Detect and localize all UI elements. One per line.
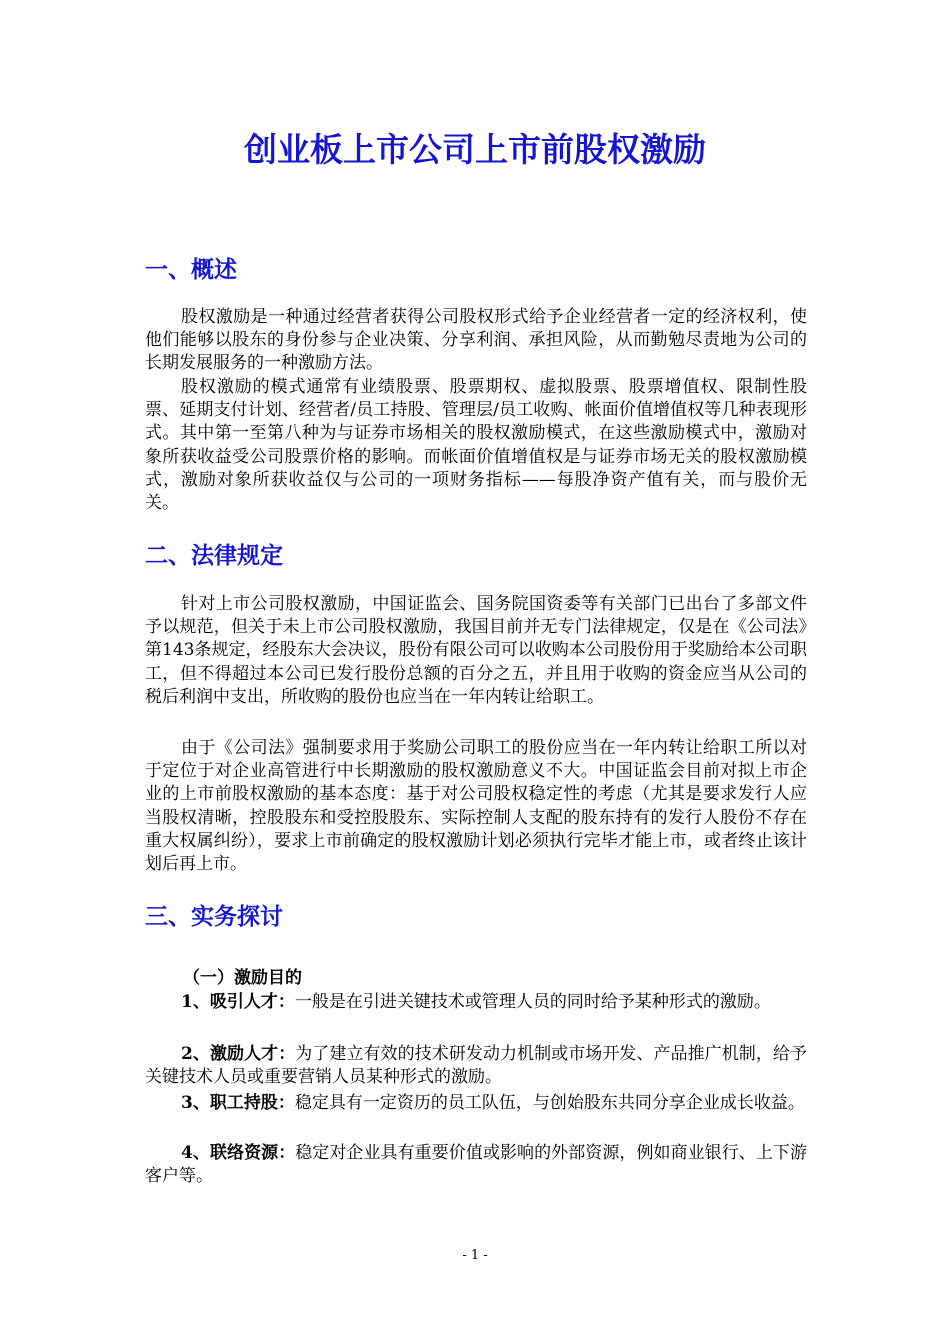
legal-paragraph-1: 针对上市公司股权激励，中国证监会、国务院国资委等有关部门已出台了多部文件予以规范，但关于未上市公司股权激励，我国目前并无专门法律规定，仅是在《公司法》第143条规定，经股东大会决议，股份有限公司可以收购本公司股份用于奖励给本公司职工，但不得超过本公司已发行股份总额的百分之五，并且用于收购的资金应当从公司的税后利润中支出，所收购的股份也应当在一年内转让给职工。: [145, 594, 807, 707]
list-item-attract: [145, 991, 807, 1014]
section-heading-overview: 一、概述: [145, 257, 237, 283]
item-text: 稳定具有一定资历的员工队伍，与创始股东共同分享企业成长收益。: [294, 1093, 805, 1113]
subsection-heading-goals: （一）激励目的: [183, 968, 302, 988]
overview-paragraph-1: 股权激励是一种通过经营者获得公司股权形式给予企业经营者一定的经济权利，使他们能够以股东的身份参与企业决策、分享利润、承担风险，从而勤勉尽责地为公司的长期发展服务的一种激励方法。: [145, 307, 807, 374]
section-heading-practice: 三、实务探讨: [145, 904, 283, 930]
item-text: 为了建立有效的技术研发动力机制或市场开发、产品推广机制，给予关键技术人员或重要营销人员某种形式的激励。: [145, 1044, 807, 1088]
section-heading-legal: 二、法律规定: [145, 543, 283, 569]
list-item-motivate: [145, 1043, 807, 1089]
item-label: 2、激励人才：: [181, 1044, 296, 1064]
item-label: 3、职工持股：: [181, 1093, 295, 1113]
item-text: 稳定对企业具有重要价值或影响的外部资源，例如商业银行、上下游客户等。: [145, 1143, 807, 1187]
overview-paragraph-2: 股权激励的模式通常有业绩股票、股票期权、虚拟股票、股票增值权、限制性股票、延期支付计划、经营者/员工持股、管理层/员工收购、帐面价值增值权等几种表现形式。其中第一至第八种为与证券市场相关的股权激励模式，在这些激励模式中，激励对象所获收益受公司股票价格的影响。而帐面价值增值权是与证券市场无关的股权激励模式，激励对象所获收益仅与公司的一项财务指标——每股净资产值有关，而与股价无关。: [145, 377, 807, 514]
page-number: - 1 -: [462, 1248, 488, 1263]
item-label: 1、吸引人才：: [181, 992, 295, 1012]
item-text: 一般是在引进关键技术或管理人员的同时给予某种形式的激励。: [294, 992, 771, 1012]
list-item-employee-shares: [145, 1092, 807, 1115]
list-item-resources: [145, 1142, 807, 1188]
document-title: 创业板上市公司上市前股权激励: [244, 130, 706, 169]
legal-paragraph-2: 由于《公司法》强制要求用于奖励公司职工的股份应当在一年内转让给职工所以对于定位于对企业高管进行中长期激励的股权激励意义不大。中国证监会目前对拟上市企业的上市前股权激励的基本态度：基于对公司股权稳定性的考虑（尤其是要求发行人应当股权清晰，控股股东和受控股股东、实际控制人支配的股东持有的发行人股份不存在重大权属纠纷），要求上市前确定的股权激励计划必须执行完毕才能上市，或者终止该计划后再上市。: [145, 738, 807, 875]
item-label: 4、联络资源：: [181, 1143, 296, 1163]
